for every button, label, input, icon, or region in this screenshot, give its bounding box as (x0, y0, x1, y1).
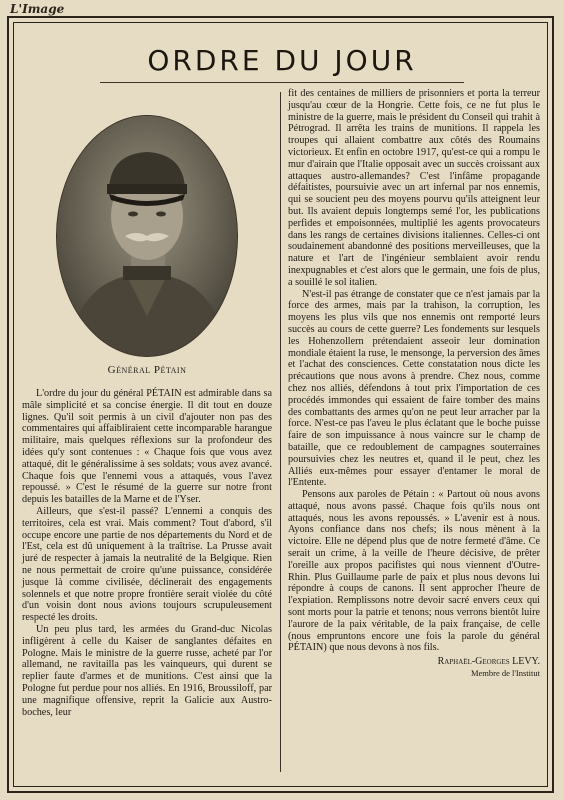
portrait-illustration (57, 116, 237, 356)
paragraph: Pensons aux paroles de Pétain : « Partout où nous avons attaqué, nous avons passé. Chaque fois qu'ils nous ont attaqués, nous les avons repoussés. » L'avenir est à nous. Ayons confiance dans nos chefs; ils nous mènent à la victoire. Elle ne dépend plus que de notre fermeté d'âme. Ce serait un crime, à la veille de l'heure décisive, de prêter l'oreille aux propos pacifistes qui nous viennent d'Outre-Rhin. Plus Guillaume parle de paix et plus nous devons lui répondre à coups de canons. Il sent approcher l'heure de l'expiation. Remplissons notre devoir sacré envers ceux qui sont morts pour la patrie et tenons; nous verrons bientôt luire l'aurore de la paix véritable, de la paix française, de celle (nous empruntons encore une fois la parole du général PÉTAIN) que nous devons à nos fils. (288, 489, 540, 654)
masthead: L'Image (10, 2, 65, 16)
portrait (57, 116, 237, 356)
paragraph: Un peu plus tard, les armées du Grand-duc Nicolas infligèrent à celle du Kaiser de sanglantes défaites en Pologne. Mais le ministre de la guerre russe, acheté par l'or allemand, ne ravitailla pas les vainqueurs, qui durent se replier faute d'armes et de munitions. C'est ainsi que la Pologne fut perdue pour nos alliés. En 1916, Broussiloff, par une magnifique offensive, reprit la Galicie aux Austro-boches, leur (22, 623, 272, 718)
left-column (22, 88, 272, 788)
paragraph: fit des centaines de milliers de prisonniers et porta la terreur jusqu'au cœur de la Hongrie. Cette fois, ce ne fut plus le ministre de la guerre, mais le président du Conseil qui trahit à Pétrograd. Il arrêta les trains de munitions. Il rappela les troupes qui allaient combattre aux côtés des Roumains victorieux. Et enfin en octobre 1917, qu'est-ce qui a rompu le mur d'airain que l'Italie opposait avec un succès croissant aux attaques austro-allemandes? C'est l'infâme propagande défaitistes, poursuivie avec un art infernal par nos ennemis, qui se soucient peu des moyens pourvu qu'ils atteignent leur but. Ils avaient depuis longtemps semé l'or, les publications perfides et empoisonnées, multiplié les agents provocateurs dans les rangs de certaines divisions italiennes. Celles-ci ont soudainement abandonné des positions merveilleuses, que la nature et l'art de l'ingénieur semblaient avoir rendu inexpugnables et c'est alors que le germain, une fois de plus, a souillé le sol italien. (288, 88, 540, 288)
right-column (288, 88, 540, 788)
column-divider (280, 92, 281, 772)
author-signature: Raphaël-Georges LEVY. (437, 656, 540, 668)
title-rule (100, 82, 464, 83)
paragraph: N'est-il pas étrange de constater que ce n'est jamais par la force des armes, mais par la trahison, la corruption, les moyens les plus vils que nos ennemis ont remporté leurs succès au cours de cette guerre? Les fondements sur lesquels les Hohenzollern prétendaient asseoir leur domination mondiale étaient la ruse, le mensonge, la perversion des âmes et l'achat des consciences. Cette constatation nous dicte les précautions que nous avons à prendre. Chez nous, comme chez nos alliés, défendons à tout prix l'importation de ces procédés immondes qui essaient de faire tomber des mains des combattants des armes qu'on ne peut leur arracher par la force. N'est-ce pas l'aveu le plus éclatant que le boche puisse faire de son impuissance à nous vaincre sur le champ de bataille, que ce redoublement de campagnes souterraines poursuivies chez les neutres et, quand il le peut, chez les Alliés eux-mêmes pour essayer d'entamer le moral de l'Entente. (288, 288, 540, 489)
paragraph: L'ordre du jour du général PÉTAIN est admirable dans sa mâle simplicité et sa concise énergie. Il dit tout en douze lignes. Qu'il soit permis à un civil d'ajouter non pas des commentaires qui affaibliraient cette incomparable harangue militaire, mais quelques réflexions sur la profondeur des idées qu'y sont contenues : « Chaque fois que vous avez attaqué, dit le généralissime à ses soldats; vous avez avancé. Chaque fois que l'ennemi vous a attaqués, vous l'avez repoussé. » C'est le résumé de la guerre sur notre front depuis les batailles de la Marne et de l'Yser. (22, 388, 272, 506)
right-article-body (288, 88, 540, 680)
left-article-body (22, 388, 272, 718)
author-title: Membre de l'Institut (470, 668, 540, 679)
portrait-photo (57, 116, 237, 356)
paragraph: Ailleurs, que s'est-il passé? L'ennemi a conquis des territoires, cela est vrai. Mais comment? Tout d'abord, s'il occupe encore une partie de nos départements du Nord et de l'Est, cela est dû uniquement à la traîtrise. La Prusse avait juré de respecter à jamais la neutralité de la Belgique. Rien ne nous permettait de croire qu'une puissance, considérée jusque là comme civilisée, déclinerait des engagements solennels et que notre propre frontière serait violée du côté d'un voisin dont nous avions toujours scrupuleusement respecté les droits. (22, 505, 272, 624)
portrait-caption: Général Pétain (107, 364, 187, 376)
page-title: ORDRE DU JOUR (147, 44, 417, 77)
